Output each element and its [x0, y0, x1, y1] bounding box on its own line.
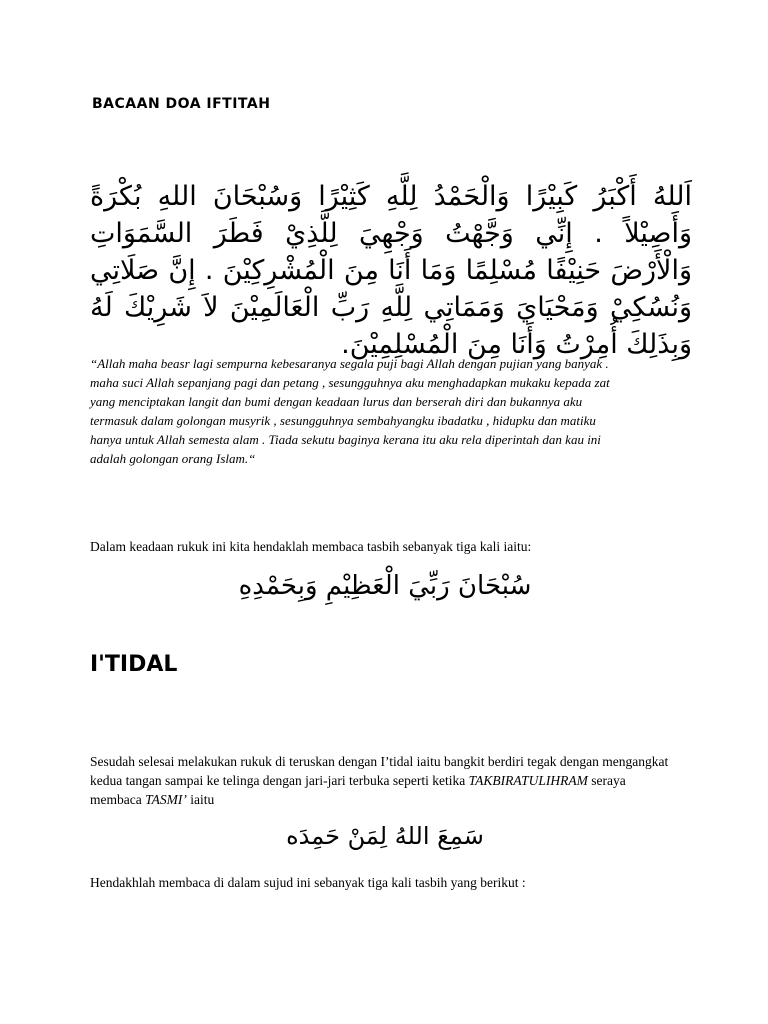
iftitah-translation: “Allah maha beasr lagi sempurna kebesaranya segala puji bagi Allah dengan pujian yang banyak . maha suci Allah sepanjang pagi dan petang , sesungguhnya aku menghadapkan mukaku kepada zat yang menciptakan langit dan bumi dengan keadaan lurus dan berserah diri dan bukannya aku termasuk dalam golongan musyrik , sesungguhnya sembahyangku ibadatku , hidupku dan matiku hanya untuk Allah semesta alam . Tiada sekutu baginya kerana itu aku rela diperintah dan kau ini adalah golongan orang Islam.“	[90, 356, 610, 466]
itidal-description	[90, 752, 670, 809]
sujud-instruction: Hendakhlah membaca di dalam sujud ini sebanyak tiga kali tasbih yang berikut :	[90, 875, 526, 890]
itidal-tasmi-term: TASMI’	[145, 792, 187, 807]
rukuk-tasbih-arabic: سُبْحَانَ رَبِّيَ الْعَظِيْمِ وَبِحَمْدِهِ	[238, 571, 532, 601]
itidal-takbir-term: TAKBIRATULIHRAM	[468, 773, 588, 788]
doa-iftitah-heading: BACAAN DOA IFTITAH	[92, 96, 271, 112]
rukuk-instruction: Dalam keadaan rukuk ini kita hendaklah membaca tasbih sebanyak tiga kali iaitu:	[90, 539, 532, 554]
tasmi-arabic: سَمِعَ اللهُ لِمَنْ حَمِدَه	[286, 822, 484, 850]
iftitah-arabic-text: اَللهُ أَكْبَرُ كَبِيْرًا وَالْحَمْدُ لِلَّهِ كَثِيْرًا وَسُبْحَانَ اللهِ بُكْرَةً وَأَصِيْلاً . إِنِّي وَجَّهْتُ وَجْهِيَ لِلَّذِيْ فَطَرَ السَّمَوَاتِ وَالْأَرْضَ حَنِيْفًا مُسْلِمًا وَمَا أَنَا مِنَ الْمُشْرِكِيْنَ . إِنَّ صَلَاتِي وَنُسُكِيْ وَمَحْيَايَ وَمَمَاتِي لِلَّهِ رَبِّ الْعَالَمِيْنَ لاَ شَرِيْكَ لَهُ وَبِذَلِكَ أُمِرْتُ وَأَنَا مِنَ الْمُسْلِمِيْنَ.	[90, 181, 692, 360]
itidal-heading: I'TIDAL	[90, 652, 178, 677]
itidal-text-part1: Sesudah selesai melakukan rukuk di teruskan dengan I’tidal iaitu bangkit berdiri tegak dengan mengangkat kedua tangan sampai ke telinga dengan jari-jari terbuka seperti ketika	[90, 754, 669, 788]
itidal-text-part3: iaitu	[186, 792, 215, 807]
itidal-text-part2: seraya membaca	[90, 773, 626, 807]
